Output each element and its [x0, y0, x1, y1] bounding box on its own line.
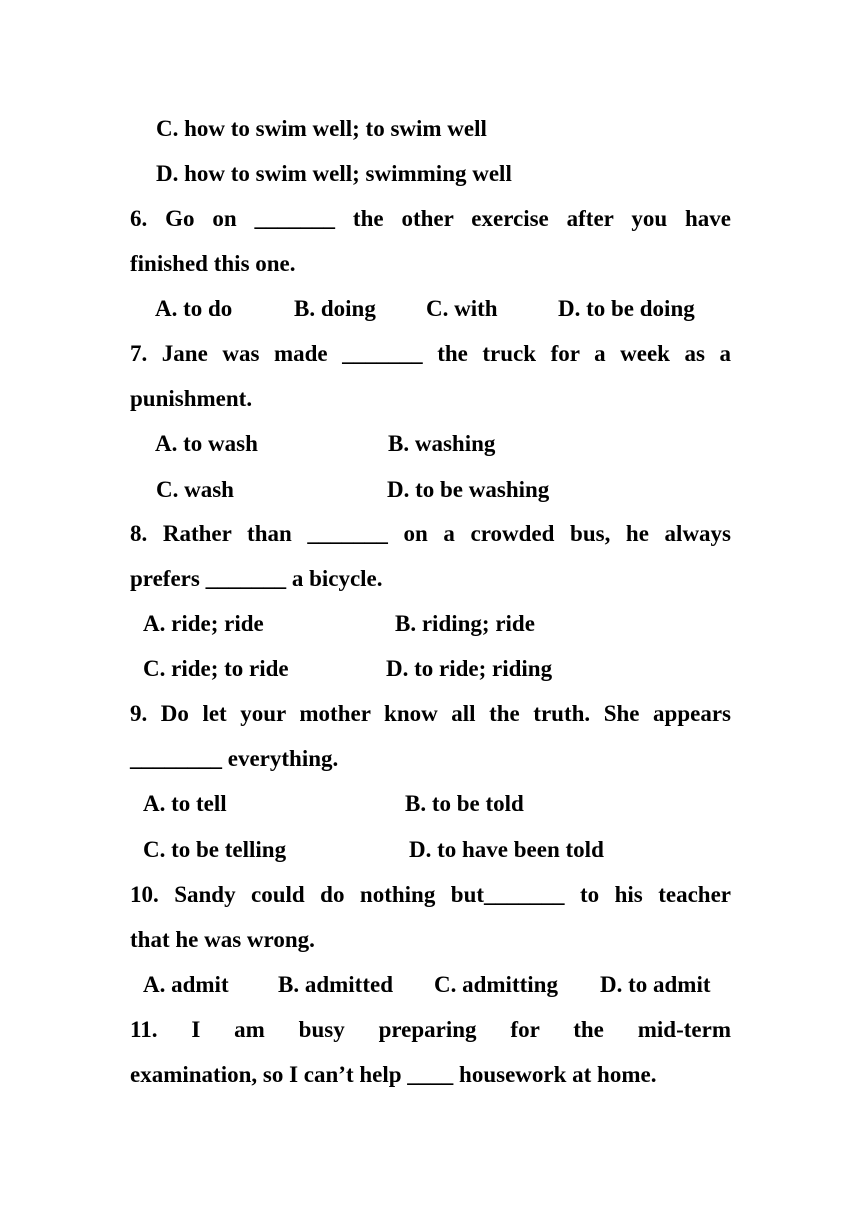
q8-option-d: D. to ride; riding	[386, 656, 553, 681]
q10-stem-line2: that he was wrong.	[130, 927, 315, 952]
q5-option-d: D. how to swim well; swimming well	[156, 161, 512, 186]
q7-stem-line1: 7. Jane was made _______ the truck for a week as a	[130, 341, 731, 366]
q7-stem-line2: punishment.	[130, 386, 253, 411]
q6-stem-line1: 6. Go on _______ the other exercise after you have	[130, 206, 731, 231]
q7-option-a: A. to wash	[155, 431, 258, 456]
q9-stem-line2: ________ everything.	[130, 746, 339, 771]
q9-option-c: C. to be telling	[143, 837, 287, 862]
q7-option-d: D. to be washing	[387, 477, 550, 502]
q8-option-b: B. riding; ride	[395, 611, 535, 636]
q8-stem-line1: 8. Rather than _______ on a crowded bus, he always	[130, 521, 731, 546]
q6-option-c: C. with	[426, 296, 498, 321]
q7-option-b: B. washing	[388, 431, 496, 456]
q6-stem-line2: finished this one.	[130, 251, 296, 276]
q10-option-c: C. admitting	[434, 972, 558, 997]
q8-option-c: C. ride; to ride	[143, 656, 289, 681]
q10-stem-line1: 10. Sandy could do nothing but_______ to his teacher	[130, 882, 731, 907]
q9-option-b: B. to be told	[405, 791, 524, 816]
q9-stem-line1: 9. Do let your mother know all the truth. She appears	[130, 701, 731, 726]
q8-stem-line2: prefers _______ a bicycle.	[130, 566, 383, 591]
q10-option-b: B. admitted	[278, 972, 393, 997]
q11-stem-line1: 11. I am busy preparing for the mid-term	[130, 1017, 731, 1042]
q8-option-a: A. ride; ride	[143, 611, 264, 636]
q9-option-d: D. to have been told	[409, 837, 604, 862]
q6-option-a: A. to do	[155, 296, 233, 321]
q11-stem-line2: examination, so I can’t help ____ housework at home.	[130, 1062, 657, 1087]
q5-option-c: C. how to swim well; to swim well	[156, 116, 487, 141]
q9-option-a: A. to tell	[143, 791, 227, 816]
q10-option-d: D. to admit	[600, 972, 711, 997]
q6-option-b: B. doing	[294, 296, 376, 321]
q10-option-a: A. admit	[143, 972, 229, 997]
q7-option-c: C. wash	[156, 477, 234, 502]
q6-option-d: D. to be doing	[558, 296, 695, 321]
